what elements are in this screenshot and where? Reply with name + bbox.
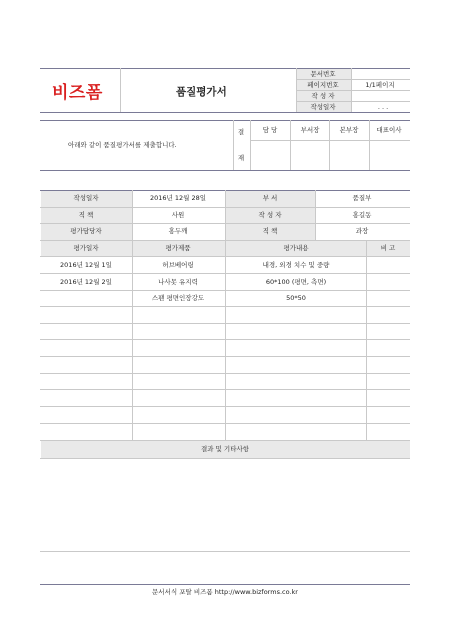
eval-header-product: 평가제품 <box>165 244 191 252</box>
result-label: 결과 및 기타사항 <box>200 445 250 453</box>
header-top-rule <box>40 68 410 69</box>
approval-divider <box>329 120 330 170</box>
eval-row-line <box>40 306 410 307</box>
eval-row-line <box>40 406 410 407</box>
submission-bottom-rule <box>40 170 410 171</box>
author-label: 작 성 자 <box>311 92 335 100</box>
eval-col-line <box>225 240 226 440</box>
table-row-date: 2016년 12월 1일 <box>60 261 112 269</box>
approval-divider <box>250 120 251 170</box>
info-col-line <box>225 190 226 240</box>
info-label-department: 부 서 <box>262 194 278 202</box>
table-row-content: 내경, 외경 치수 및 중량 <box>262 261 330 269</box>
eval-row-line <box>40 373 410 374</box>
eval-row-line <box>40 356 410 357</box>
table-row-product: 나사못 유지력 <box>158 278 198 286</box>
result-bottom-line <box>40 551 410 552</box>
eval-header-date: 평가일자 <box>73 244 99 252</box>
table-row-content: 60*100 (평면, 측면) <box>265 278 327 286</box>
table-row-product: 허브베어링 <box>162 261 194 269</box>
approval-label-top: 결 <box>237 128 245 136</box>
eval-row-line <box>40 339 410 340</box>
eval-row-line <box>40 389 410 390</box>
table-row-content: 50*50 <box>286 294 306 302</box>
info-col-line <box>132 190 133 240</box>
table-row-product: 스팬 평면인장강도 <box>151 294 205 302</box>
approval-label-bottom: 재 <box>237 154 245 162</box>
table-row-date: 2016년 12월 2일 <box>60 278 112 286</box>
footer-text: 문서서식 포탈 비즈폼 http://www.bizforms.co.kr <box>152 588 298 596</box>
eval-row-line <box>40 323 410 324</box>
eval-row-line <box>40 423 410 424</box>
approval-divider <box>233 120 234 170</box>
page-number-value: 1/1페이지 <box>365 81 395 89</box>
eval-header-note: 비 고 <box>380 244 396 252</box>
info-label-author: 작 성 자 <box>258 211 282 219</box>
document-title: 품질평가서 <box>176 86 227 98</box>
info-value-position: 사원 <box>171 211 185 219</box>
eval-row-line <box>40 273 410 274</box>
info-value-evaluator: 홍두깨 <box>168 227 188 235</box>
approval-header-line <box>250 140 410 141</box>
written-date-value: . . . <box>377 103 389 111</box>
info-value-department: 품질부 <box>352 194 372 202</box>
doc-number-label: 문서번호 <box>310 70 336 78</box>
approver-ceo: 대표이사 <box>376 126 402 134</box>
info-label-position: 직 책 <box>78 211 94 219</box>
info-value-write-date: 2016년 12월 28일 <box>149 194 207 202</box>
approver-dept-head: 부서장 <box>300 126 320 134</box>
result-header-line <box>40 458 410 459</box>
header-info-row-line <box>296 90 410 91</box>
info-label-evaluator: 평가담당자 <box>70 227 102 235</box>
page-number-label: 페이지번호 <box>307 81 339 89</box>
submission-top-rule <box>40 120 410 121</box>
approval-divider <box>290 120 291 170</box>
info-label-write-date: 작성일자 <box>73 194 99 202</box>
company-logo: 비즈폼 <box>52 83 103 103</box>
header-info-row-line <box>296 79 410 80</box>
submission-text: 아래와 같이 품질평가서를 제출합니다. <box>68 141 177 149</box>
header-divider-left <box>120 68 121 112</box>
eval-row-line <box>40 290 410 291</box>
eval-col-line <box>132 240 133 440</box>
written-date-label: 작성일자 <box>310 103 336 111</box>
info-col-line <box>315 190 316 240</box>
header-info-row-line <box>296 101 410 102</box>
info-value-author: 홍길동 <box>352 211 372 219</box>
info-value-evaluator-position: 과장 <box>355 227 369 235</box>
footer-rule <box>40 584 410 585</box>
approver-staff: 담 당 <box>262 126 278 134</box>
info-label-evaluator-position: 직 책 <box>262 227 278 235</box>
eval-header-content: 평가내용 <box>283 244 309 252</box>
approver-division-head: 본부장 <box>339 126 359 134</box>
approval-divider <box>369 120 370 170</box>
header-bottom-rule <box>40 112 410 113</box>
eval-col-line <box>366 240 367 440</box>
